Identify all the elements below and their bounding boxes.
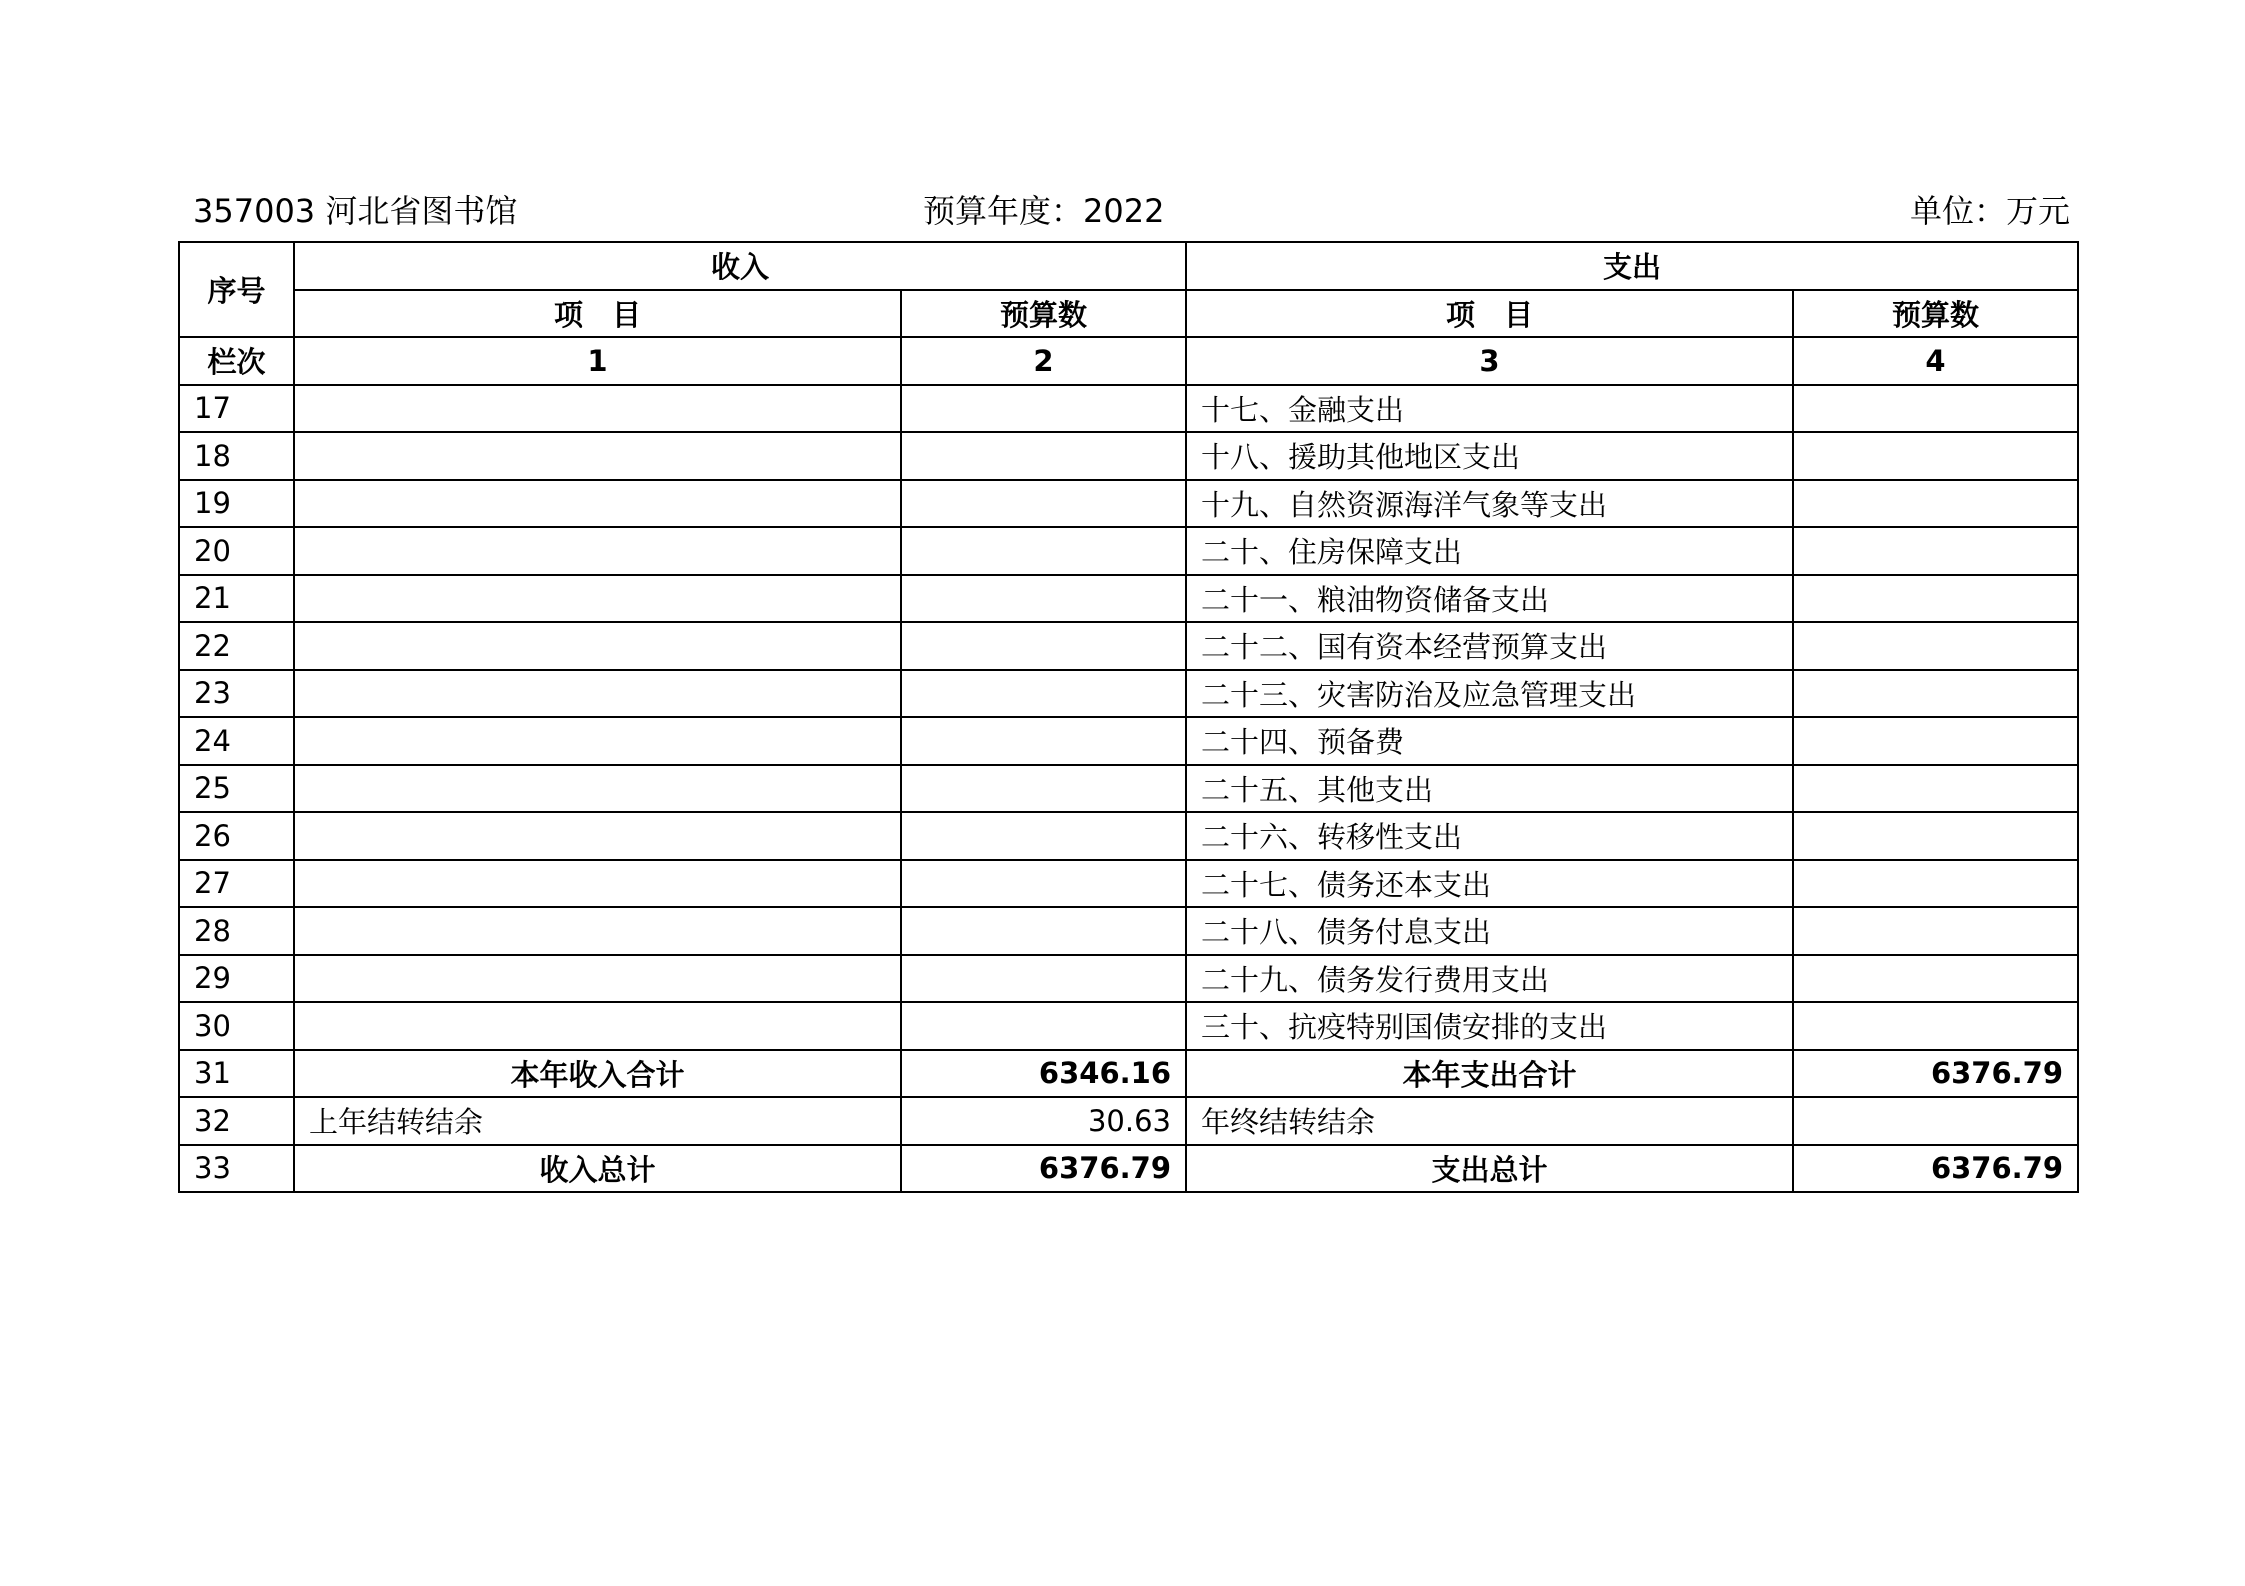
prior-year-carryover-label: 上年结转结余 <box>294 1097 901 1145</box>
expense-amount-cell <box>1793 1002 2078 1050</box>
seq-cell: 17 <box>179 385 294 433</box>
unit-label: 单位：万元 <box>1909 192 2070 230</box>
expense-grand-total-label: 支出总计 <box>1186 1145 1793 1193</box>
expense-amount-cell <box>1793 575 2078 623</box>
table-header-row <box>179 242 2078 290</box>
expense-amount-cell <box>1793 717 2078 765</box>
seq-cell: 18 <box>179 432 294 480</box>
expense-amount-cell <box>1793 812 2078 860</box>
expense-item-cell: 二十、住房保障支出 <box>1186 527 1793 575</box>
column-index-cell: 4 <box>1793 337 2078 385</box>
income-item-header: 项 目 <box>294 290 901 338</box>
annual-income-total-value: 6346.16 <box>901 1050 1186 1098</box>
year-end-carryover-label: 年终结转结余 <box>1186 1097 1793 1145</box>
expense-item-cell: 十九、自然资源海洋气象等支出 <box>1186 480 1793 528</box>
income-item-cell <box>294 432 901 480</box>
column-index-cell: 3 <box>1186 337 1793 385</box>
seq-cell: 26 <box>179 812 294 860</box>
seq-cell: 28 <box>179 907 294 955</box>
income-amount-cell <box>901 670 1186 718</box>
expense-item-cell: 十八、援助其他地区支出 <box>1186 432 1793 480</box>
expense-amount-cell <box>1793 765 2078 813</box>
expense-header: 支出 <box>1186 242 2078 290</box>
expense-item-cell: 二十四、预备费 <box>1186 717 1793 765</box>
annual-total-row <box>179 1050 2078 1098</box>
expense-amount-cell <box>1793 432 2078 480</box>
table-subheader-row <box>179 290 2078 338</box>
budget-year-label: 预算年度：2022 <box>923 192 1165 230</box>
income-budget-header: 预算数 <box>901 290 1186 338</box>
expense-item-header: 项 目 <box>1186 290 1793 338</box>
expense-item-cell: 二十一、粮油物资储备支出 <box>1186 575 1793 623</box>
income-item-cell <box>294 717 901 765</box>
expense-grand-total-value: 6376.79 <box>1793 1145 2078 1193</box>
income-amount-cell <box>901 622 1186 670</box>
seq-cell: 21 <box>179 575 294 623</box>
income-amount-cell <box>901 1002 1186 1050</box>
income-item-cell <box>294 480 901 528</box>
expense-item-cell: 二十三、灾害防治及应急管理支出 <box>1186 670 1793 718</box>
expense-item-cell: 十七、金融支出 <box>1186 385 1793 433</box>
column-index-cell: 1 <box>294 337 901 385</box>
income-amount-cell <box>901 812 1186 860</box>
income-header: 收入 <box>294 242 1186 290</box>
income-item-cell <box>294 1002 901 1050</box>
annual-income-total-label: 本年收入合计 <box>294 1050 901 1098</box>
expense-item-cell: 二十二、国有资本经营预算支出 <box>1186 622 1793 670</box>
expense-amount-cell <box>1793 480 2078 528</box>
column-index-row <box>179 337 2078 385</box>
income-amount-cell <box>901 717 1186 765</box>
table-row <box>179 385 2078 433</box>
income-item-cell <box>294 670 901 718</box>
expense-amount-cell <box>1793 385 2078 433</box>
expense-amount-cell <box>1793 670 2078 718</box>
income-amount-cell <box>901 860 1186 908</box>
seq-cell: 25 <box>179 765 294 813</box>
expense-amount-cell <box>1793 907 2078 955</box>
prior-year-carryover-value: 30.63 <box>901 1097 1186 1145</box>
expense-item-cell: 二十八、债务付息支出 <box>1186 907 1793 955</box>
column-index-label: 栏次 <box>179 337 294 385</box>
income-amount-cell <box>901 575 1186 623</box>
expense-amount-cell <box>1793 622 2078 670</box>
expense-item-cell: 二十六、转移性支出 <box>1186 812 1793 860</box>
income-amount-cell <box>901 432 1186 480</box>
seq-cell: 30 <box>179 1002 294 1050</box>
budget-table <box>178 241 2079 1193</box>
table-row <box>179 432 2078 480</box>
income-item-cell <box>294 765 901 813</box>
expense-amount-cell <box>1793 527 2078 575</box>
table-row <box>179 670 2078 718</box>
expense-item-cell: 二十九、债务发行费用支出 <box>1186 955 1793 1003</box>
income-amount-cell <box>901 385 1186 433</box>
table-row <box>179 480 2078 528</box>
seq-cell: 27 <box>179 860 294 908</box>
table-row <box>179 812 2078 860</box>
expense-item-cell: 二十七、债务还本支出 <box>1186 860 1793 908</box>
income-item-cell <box>294 907 901 955</box>
income-grand-total-label: 收入总计 <box>294 1145 901 1193</box>
seq-cell: 32 <box>179 1097 294 1145</box>
expense-item-cell: 二十五、其他支出 <box>1186 765 1793 813</box>
income-amount-cell <box>901 480 1186 528</box>
income-amount-cell <box>901 955 1186 1003</box>
table-row <box>179 717 2078 765</box>
seq-cell: 20 <box>179 527 294 575</box>
income-item-cell <box>294 812 901 860</box>
seq-header: 序号 <box>179 242 294 337</box>
expense-amount-cell <box>1793 955 2078 1003</box>
income-grand-total-value: 6376.79 <box>901 1145 1186 1193</box>
expense-budget-header: 预算数 <box>1793 290 2078 338</box>
report-header <box>193 186 2070 236</box>
seq-cell: 31 <box>179 1050 294 1098</box>
income-item-cell <box>294 622 901 670</box>
income-amount-cell <box>901 907 1186 955</box>
expense-amount-cell <box>1793 860 2078 908</box>
annual-expense-total-label: 本年支出合计 <box>1186 1050 1793 1098</box>
table-row <box>179 1002 2078 1050</box>
seq-cell: 33 <box>179 1145 294 1193</box>
annual-expense-total-value: 6376.79 <box>1793 1050 2078 1098</box>
table-row <box>179 575 2078 623</box>
table-row <box>179 955 2078 1003</box>
income-item-cell <box>294 575 901 623</box>
table-row <box>179 765 2078 813</box>
grand-total-row <box>179 1145 2078 1193</box>
seq-cell: 23 <box>179 670 294 718</box>
column-index-cell: 2 <box>901 337 1186 385</box>
seq-cell: 29 <box>179 955 294 1003</box>
seq-cell: 22 <box>179 622 294 670</box>
organization-label: 357003 河北省图书馆 <box>193 192 518 230</box>
seq-cell: 24 <box>179 717 294 765</box>
table-row <box>179 622 2078 670</box>
expense-item-cell: 三十、抗疫特别国债安排的支出 <box>1186 1002 1793 1050</box>
table-row <box>179 907 2078 955</box>
income-amount-cell <box>901 765 1186 813</box>
carryover-row <box>179 1097 2078 1145</box>
income-item-cell <box>294 385 901 433</box>
table-row <box>179 860 2078 908</box>
income-item-cell <box>294 527 901 575</box>
income-item-cell <box>294 860 901 908</box>
income-item-cell <box>294 955 901 1003</box>
year-end-carryover-value <box>1793 1097 2078 1145</box>
income-amount-cell <box>901 527 1186 575</box>
table-row <box>179 527 2078 575</box>
seq-cell: 19 <box>179 480 294 528</box>
